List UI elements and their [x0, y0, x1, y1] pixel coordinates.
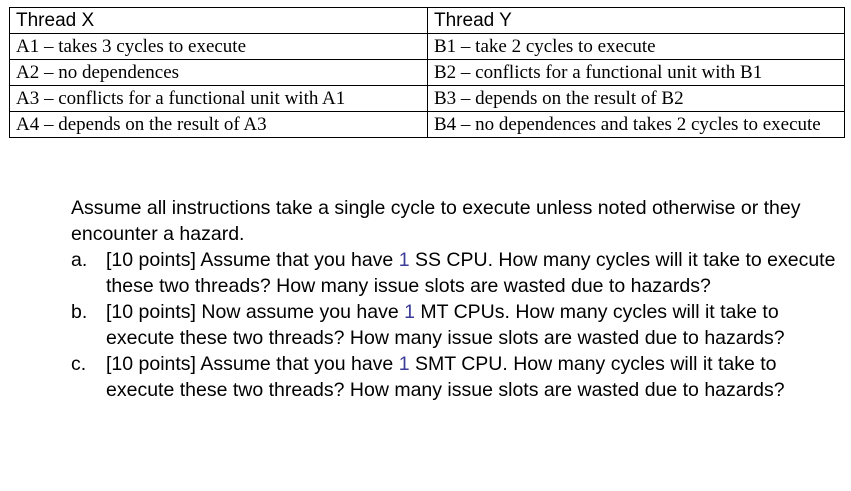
table-cell: A4 – depends on the result of A3: [10, 112, 428, 138]
question-block: [71, 195, 846, 403]
header-thread-y: Thread Y: [428, 8, 845, 34]
question-marker: b.: [71, 301, 88, 323]
table-cell: A3 – conflicts for a functional unit with A1: [10, 86, 428, 112]
header-thread-x: Thread X: [10, 8, 428, 34]
question-text-post: SMT CPU. How many cycles will it take to execute these two threads? How many issue slots are wasted due to hazards?: [106, 353, 785, 401]
table-row: [10, 60, 845, 86]
table-cell: B4 – no dependences and takes 2 cycles to execute: [428, 112, 845, 138]
cpu-count: 1: [404, 301, 415, 323]
question-a: [71, 247, 846, 299]
table-cell: A2 – no dependences: [10, 60, 428, 86]
question-c: [71, 351, 846, 403]
question-text-pre: [10 points] Now assume you have: [106, 301, 405, 323]
question-marker: a.: [71, 249, 88, 271]
question-text-pre: [10 points] Assume that you have: [106, 249, 399, 271]
table-cell: B3 – depends on the result of B2: [428, 86, 845, 112]
table-cell: B1 – take 2 cycles to execute: [428, 34, 845, 60]
table-cell: B2 – conflicts for a functional unit with B1: [428, 60, 845, 86]
question-text-post: SS CPU. How many cycles will it take to execute these two threads? How many issue slots are wasted due to hazards?: [106, 249, 836, 297]
table-row: [10, 112, 845, 138]
question-text: [106, 247, 846, 299]
question-text: [106, 299, 846, 351]
cpu-count: 1: [398, 249, 410, 271]
threads-table: [9, 7, 845, 138]
question-text: [106, 351, 846, 403]
question-marker: c.: [71, 353, 87, 375]
table-row: [10, 34, 845, 60]
cpu-count: 1: [398, 353, 410, 375]
table-header-row: [10, 8, 845, 34]
intro-text: Assume all instructions take a single cycle to execute unless noted otherwise or they encounter a hazard.: [71, 197, 801, 245]
question-text-post: MT CPUs. How many cycles will it take to execute these two threads? How many issue slots are wasted due to hazards?: [106, 301, 785, 349]
question-text-pre: [10 points] Assume that you have: [106, 353, 399, 375]
table-row: [10, 86, 845, 112]
table-cell: A1 – takes 3 cycles to execute: [10, 34, 428, 60]
question-b: [71, 299, 846, 351]
